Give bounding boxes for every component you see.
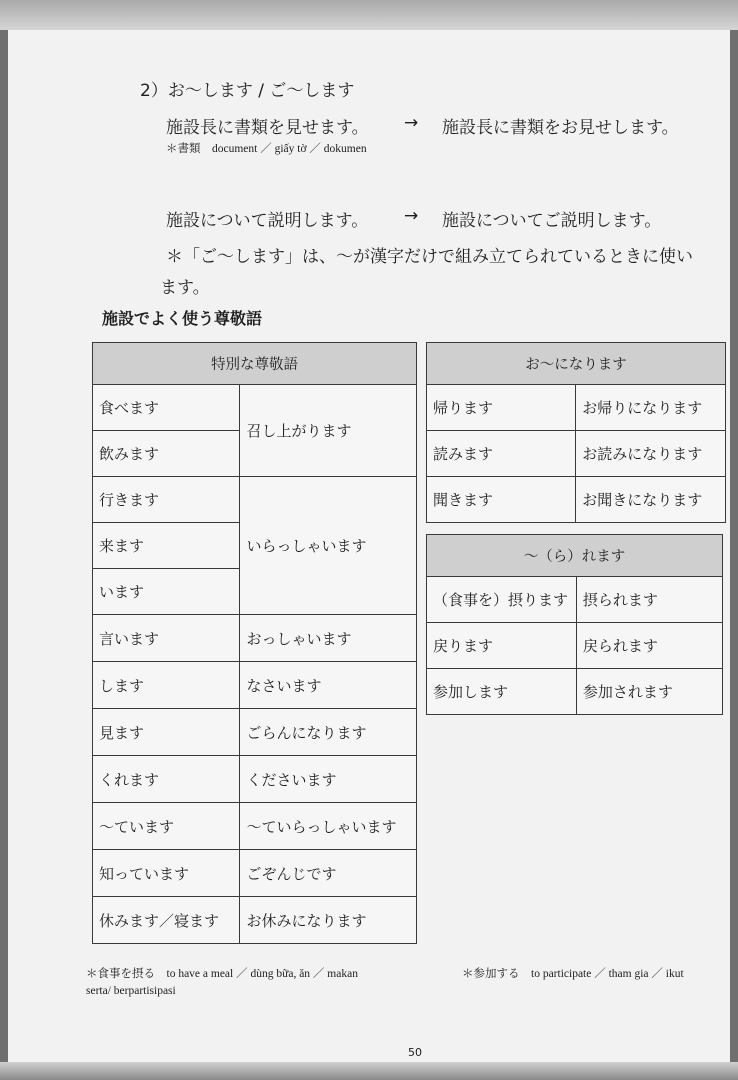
o-ni-narimasu-table [426, 342, 726, 523]
table-cell: 召し上がります [240, 385, 417, 477]
table-cell: くれます [93, 756, 240, 803]
table-cell: 来ます [93, 523, 240, 569]
rare-table-header: ～（ら）れます [427, 535, 723, 577]
table-cell: 聞きます [427, 477, 576, 523]
note-line-2: ます。 [160, 278, 210, 298]
page-bottom-shadow [0, 1062, 738, 1080]
table-cell: （食事を）摂ります [427, 577, 577, 623]
table-cell: 参加されます [576, 669, 722, 715]
table-heading: 施設でよく使う尊敬語 [102, 309, 263, 328]
footnote-document: ＊書類 document ／ giấy tờ ／ dokumen [166, 143, 367, 155]
table-cell: お読みになります [576, 431, 726, 477]
table-cell: いらっしゃいます [240, 477, 417, 615]
table-cell: 参加します [427, 669, 577, 715]
note-line-1: ＊「ご～します」は、～が漢字だけで組み立てられているときに使い [166, 247, 693, 267]
table-cell: 戻られます [576, 623, 722, 669]
footnote-participate-cont: serta/ berpartisipasi [86, 985, 176, 997]
table-cell: お休みになります [240, 897, 417, 944]
example1-arrow: → [404, 113, 419, 133]
table-cell: 知っています [93, 850, 240, 897]
example1-sentence: 施設長に書類を見せます。 [166, 118, 369, 138]
table-cell: お聞きになります [576, 477, 726, 523]
example1-result: 施設長に書類をお見せします。 [442, 118, 679, 138]
table-cell: 飲みます [93, 431, 240, 477]
table-cell: ～ていらっしゃいます [240, 803, 417, 850]
table-cell: 見ます [93, 709, 240, 756]
example2-sentence: 施設について説明します。 [166, 211, 369, 231]
table-cell: 読みます [427, 431, 576, 477]
table-cell: くださいます [240, 756, 417, 803]
table-cell: 言います [93, 615, 240, 662]
special-honorific-table [92, 342, 417, 944]
table-cell: お帰りになります [576, 385, 726, 431]
example2-result: 施設についてご説明します。 [442, 211, 662, 231]
table-cell: 休みます／寝ます [93, 897, 240, 944]
example2-arrow: → [404, 206, 419, 226]
page-number: 50 [408, 1046, 422, 1059]
table-cell: 食べます [93, 385, 240, 431]
rare-masu-table [426, 534, 723, 715]
table-cell: 帰ります [427, 385, 576, 431]
table-cell: します [93, 662, 240, 709]
section-title: 2）お～します / ご～します [140, 81, 355, 101]
table-cell: 行きます [93, 477, 240, 523]
table-cell: なさいます [240, 662, 417, 709]
table-cell: 摂られます [576, 577, 722, 623]
table-cell: おっしゃいます [240, 615, 417, 662]
o-table-header: お～になります [427, 343, 726, 385]
page-top-shadow [0, 0, 738, 30]
footnote-participate: ＊参加する to participate ／ tham gia ／ ikut [462, 968, 684, 980]
table-cell: います [93, 569, 240, 615]
footnote-meal: ＊食事を摂る to have a meal ／ dùng bữa, ăn ／ makan [86, 968, 358, 980]
table-cell: ごぞんじです [240, 850, 417, 897]
table-cell: ～ています [93, 803, 240, 850]
table-cell: ごらんになります [240, 709, 417, 756]
table-cell: 戻ります [427, 623, 577, 669]
special-table-header: 特別な尊敬語 [93, 343, 417, 385]
